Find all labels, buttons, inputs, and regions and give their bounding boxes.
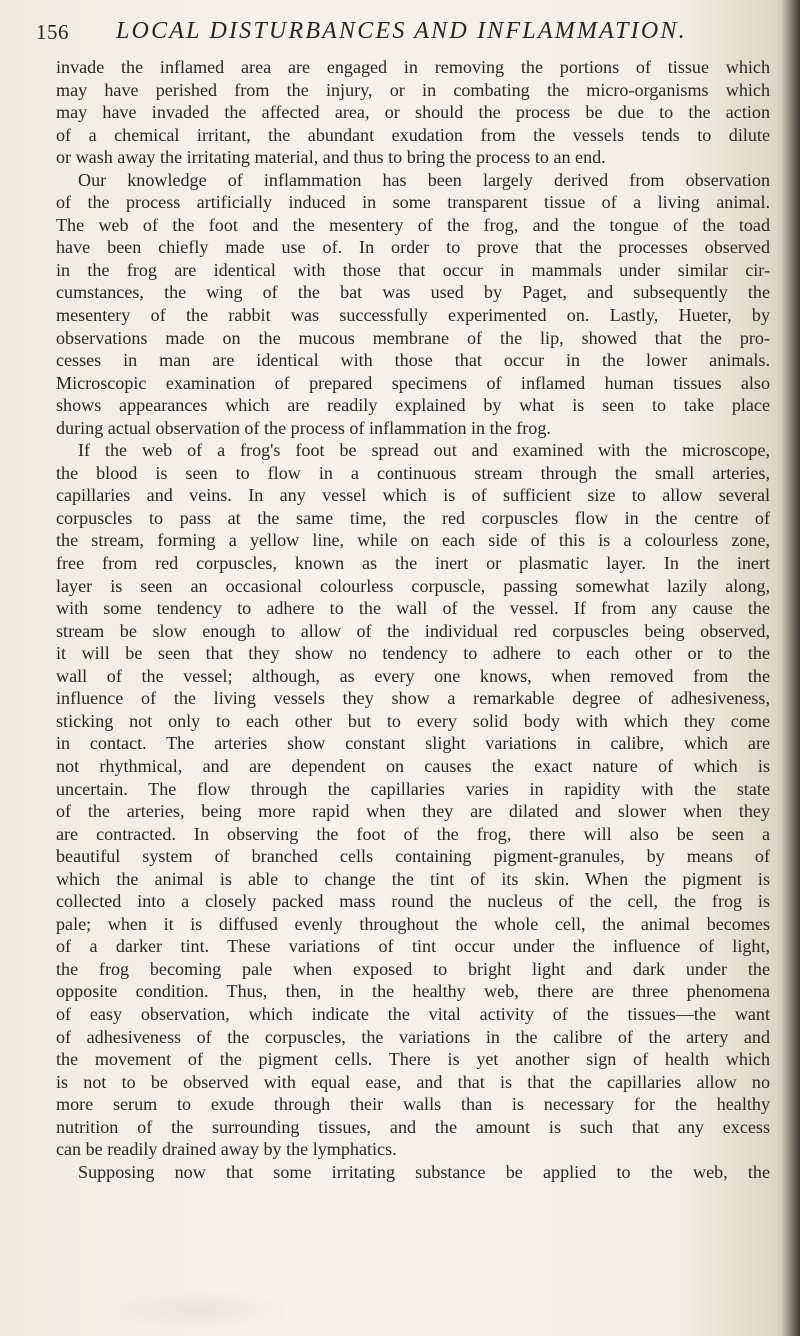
- text-line: cesses in man are identical with those that occur in the lower animals.: [56, 350, 770, 371]
- text-line: of the arteries, being more rapid when they are dilated and slower when they: [56, 801, 770, 822]
- text-line: are contracted. In observing the foot of the frog, there will also be seen a: [56, 823, 770, 844]
- text-line: free from red corpuscles, known as the inert or plasmatic layer. In the inert: [56, 553, 770, 574]
- text-line: of a darker tint. These variations of tint occur under the influence of light,: [56, 936, 770, 957]
- text-line: may have invaded the affected area, or should the process be due to the action: [56, 102, 770, 123]
- text-line: have been chiefly made use of. In order to prove that the processes observed: [56, 237, 770, 258]
- text-line: If the web of a frog's foot be spread out and examined with the microscope,: [78, 440, 770, 461]
- text-line: not rhythmical, and are dependent on causes the exact nature of which is: [56, 755, 770, 776]
- text-line: of easy observation, which indicate the vital activity of the tissues—the want: [56, 1003, 770, 1024]
- text-line: the blood is seen to flow in a continuous stream through the small arteries,: [56, 462, 770, 483]
- text-line: observations made on the mucous membrane of the lip, showed that the pro-: [56, 327, 770, 348]
- text-line: Microscopic examination of prepared specimens of inflamed human tissues also: [56, 372, 770, 393]
- running-head: LOCAL DISTURBANCES AND INFLAMMATION.: [116, 18, 687, 44]
- text-line: during actual observation of the process of inflammation in the frog.: [56, 417, 551, 438]
- text-line: sticking not only to each other but to every solid body with which they come: [56, 710, 770, 731]
- text-line: is not to be observed with equal ease, and that is that the capillaries allow no: [56, 1071, 770, 1092]
- text-line: more serum to exude through their walls than is necessary for the healthy: [56, 1094, 770, 1115]
- paper-stain: [110, 1290, 290, 1330]
- text-line: of the process artificially induced in some transparent tissue of a living animal.: [56, 192, 770, 213]
- text-line: nutrition of the surrounding tissues, and the amount is such that any excess: [56, 1116, 770, 1137]
- text-line: can be readily drained away by the lymphatics.: [56, 1139, 397, 1160]
- text-line: Our knowledge of inflammation has been largely derived from observation: [78, 169, 770, 190]
- text-line: cumstances, the wing of the bat was used by Paget, and subsequently the: [56, 282, 770, 303]
- text-line: shows appearances which are readily explained by what is seen to take place: [56, 395, 770, 416]
- text-line: Supposing now that some irritating substance be applied to the web, the: [78, 1161, 770, 1182]
- text-line: corpuscles to pass at the same time, the red corpuscles flow in the centre of: [56, 507, 770, 528]
- text-line: collected into a closely packed mass round the nucleus of the cell, the frog is: [56, 891, 770, 912]
- text-line: it will be seen that they show no tendency to adhere to each other or to the: [56, 643, 770, 664]
- text-line: pale; when it is diffused evenly throughout the whole cell, the animal becomes: [56, 913, 770, 934]
- text-line: The web of the foot and the mesentery of the frog, and the tongue of the toad: [56, 214, 770, 235]
- text-line: invade the inflamed area are engaged in removing the portions of tissue which: [56, 57, 770, 77]
- text-line: capillaries and veins. In any vessel which is of sufficient size to allow several: [56, 485, 770, 506]
- text-line: of adhesiveness of the corpuscles, the variations in the calibre of the artery and: [56, 1026, 770, 1047]
- text-line: influence of the living vessels they show a remarkable degree of adhesiveness,: [56, 688, 770, 709]
- text-line: beautiful system of branched cells containing pigment-granules, by means of: [56, 846, 770, 867]
- text-line: the movement of the pigment cells. There is yet another sign of health which: [56, 1049, 770, 1070]
- book-spine-edge: [782, 0, 800, 1336]
- text-line: uncertain. The flow through the capillaries varies in rapidity with the state: [56, 778, 770, 799]
- body-text: [56, 56, 770, 1183]
- text-line: with some tendency to adhere to the wall of the vessel. If from any cause the: [56, 598, 770, 619]
- text-line: or wash away the irritating material, and thus to bring the process to an end.: [56, 147, 606, 168]
- page-header: [36, 16, 776, 50]
- text-line: in contact. The arteries show constant slight variations in calibre, which are: [56, 733, 770, 754]
- text-line: the frog becoming pale when exposed to bright light and dark under the: [56, 958, 770, 979]
- text-line: wall of the vessel; although, as every one knows, when removed from the: [56, 665, 770, 686]
- text-line: which the animal is able to change the tint of its skin. When the pigment is: [56, 868, 770, 889]
- text-line: in the frog are identical with those that occur in mammals under similar cir-: [56, 259, 770, 280]
- page-number: 156: [36, 20, 69, 44]
- text-line: layer is seen an occasional colourless corpuscle, passing somewhat lazily along,: [56, 575, 770, 596]
- text-line: of a chemical irritant, the abundant exudation from the vessels tends to dilute: [56, 124, 770, 145]
- text-line: stream be slow enough to allow of the individual red corpuscles being observed,: [56, 620, 770, 641]
- text-line: may have perished from the injury, or in combating the micro-organisms which: [56, 79, 770, 100]
- text-line: mesentery of the rabbit was successfully experimented on. Lastly, Hueter, by: [56, 305, 770, 326]
- text-line: opposite condition. Thus, then, in the healthy web, there are three phenomena: [56, 981, 770, 1002]
- text-line: the stream, forming a yellow line, while on each side of this is a colourless zone,: [56, 530, 770, 551]
